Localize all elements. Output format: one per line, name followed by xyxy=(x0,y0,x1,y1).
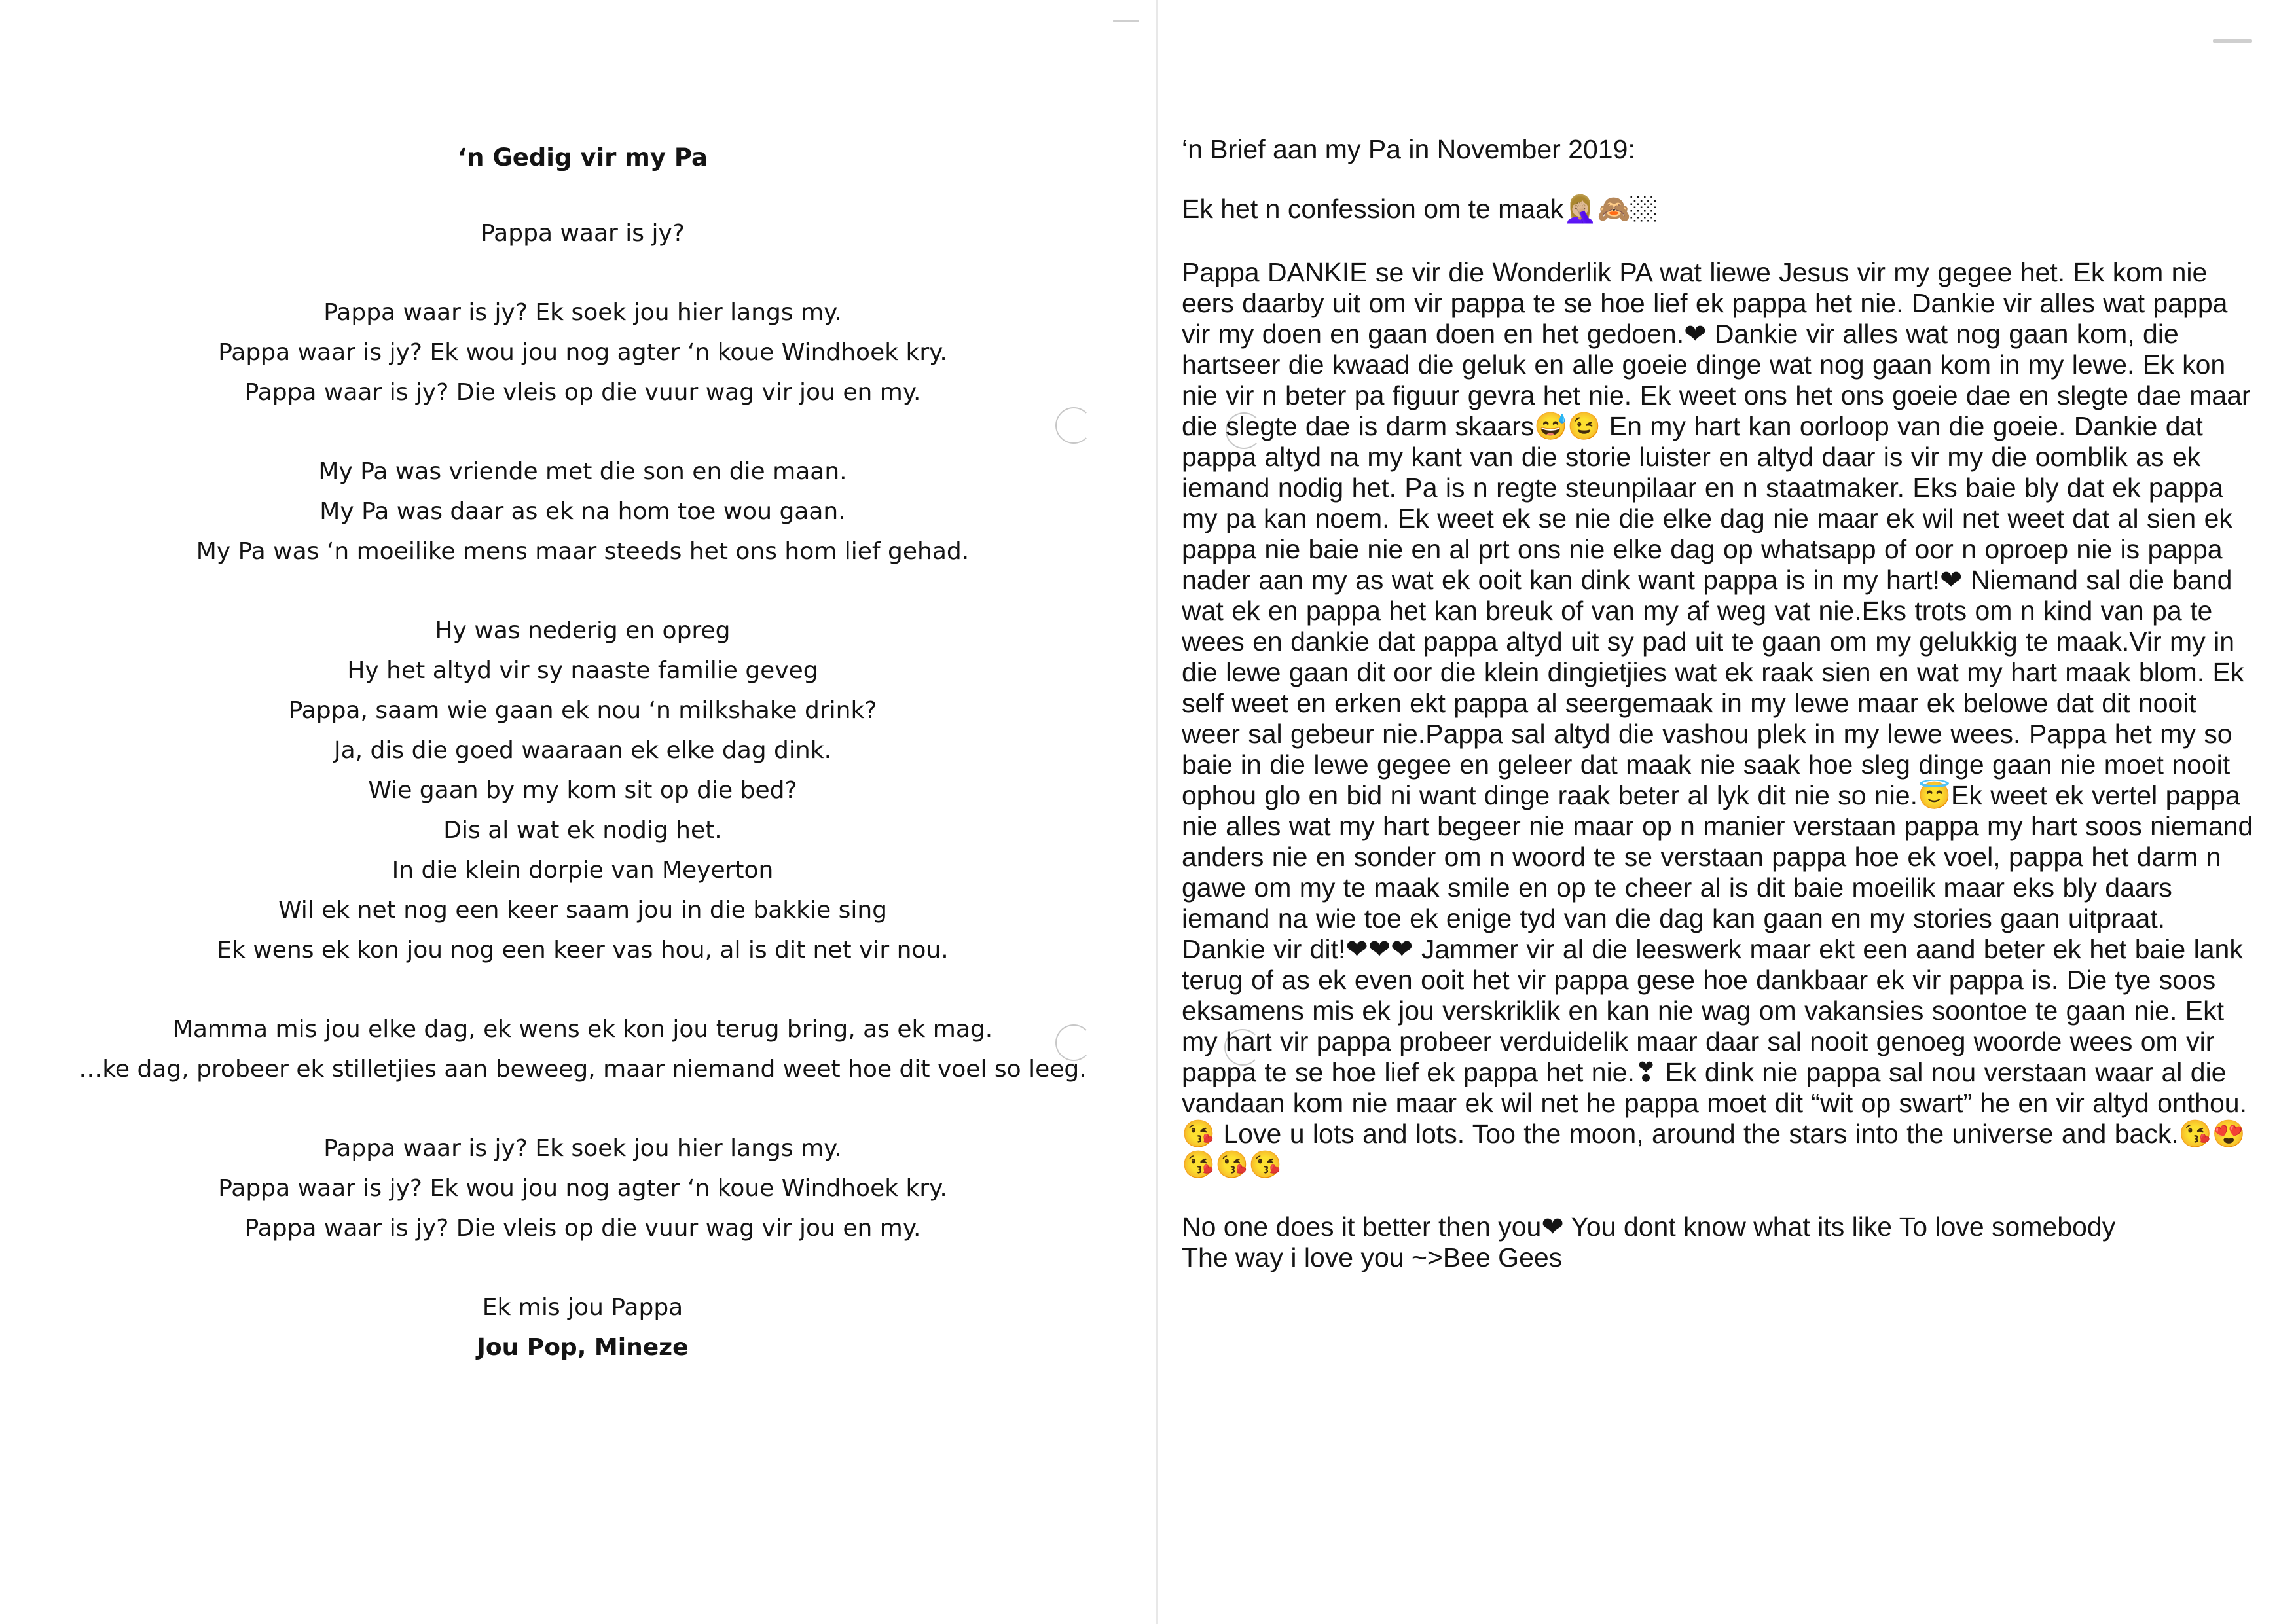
poem xyxy=(26,137,1139,1367)
letter-heading: ‘n Brief aan my Pa in November 2019: xyxy=(1182,134,1635,164)
letter-closing xyxy=(1182,1212,2255,1273)
poem-stanza-1 xyxy=(26,293,1139,412)
poem-line: Ja, dis die goed waaraan ek elke dag dink. xyxy=(333,737,832,764)
poem-line: My Pa was daar as ek na hom toe wou gaan. xyxy=(319,498,846,525)
poem-line: Pappa waar is jy? Ek wou jou nog agter ‘n koue Windhoek kry. xyxy=(218,1175,947,1202)
poem-line: My Pa was ‘n moeilike mens maar steeds het ons hom lief gehad. xyxy=(196,538,970,565)
poem-stanza-5 xyxy=(26,1128,1139,1248)
letter-page xyxy=(1182,134,2255,1273)
poem-line: Pappa waar is jy? Die vleis op die vuur wag vir jou en my. xyxy=(244,1215,921,1242)
letter-body: Pappa DANKIE se vir die Wonderlik PA wat liewe Jesus vir my gegee het. Ek kom nie eers daarby uit om vir pappa te se hoe lief ek pappa het nie. Dankie vir alles wat pappa vir my doen en gaan doen en het gedoen.❤ Dankie vir alles wat nog gaan kom, die hartseer die kwaad die geluk en alle goeie dinge wat nog gaan kom in my lewe. Ek kon nie vir n beter pa figuur gevra het nie. Ek weet ons het ons goeie dae en slegte dae maar die slegte dae is darm skaars😅😉 En my hart kan oorloop van die goeie. Dankie dat pappa altyd na my kant van die storie luister en altyd daar is vir my die oomblik as ek iemand nodig het. Pa is n regte steunpilaar en n staatmaker. Eks baie bly dat ek pappa my pa kan noem. Ek weet ek se nie die elke dag nie maar ek wil net weet dat al sien ek pappa nie baie nie en al prt ons nie elke dag op whatsapp of oor n oproep nie is pappa nader aan my as wat ek ooit kan dink want pappa is in my hart!❤ Niemand sal die band wat ek en pappa het kan breuk of van my af weg vat nie.Eks trots om n kind van pa te wees en dankie dat pappa altyd uit sy pad uit te gaan om my gelukkig te maak.Vir my in die lewe gaan dit oor die klein dingietjies wat ek raak sien en wat my hart maak blom. Ek self weet en erken ekt pappa al seergemaak in my lewe maar ek belowe dat dit nooit weer sal gebeur nie.Pappa sal altyd die vashou plek in my lewe wees. Pappa het my so baie in die lewe gegee en geleer dat maak nie saak hoe sleg dinge gaan nie moet nooit ophou glo en bid ni want dinge raak beter al lyk dit nie so nie.😇Ek weet ek vertel pappa nie alles wat my hart begeer nie maar op n manier verstaan pappa my hart soos niemand anders nie en sonder om n woord te se verstaan pappa hoe ek voel, pappa het darm n gawe om my te maak smile en op te cheer al is dit baie moeilik maar eks bly daars iemand na wie toe ek enige tyd van die dag kan gaan en my stories gaan uitpraat. Dankie vir dit!❤❤❤ Jammer vir al die leeswerk maar ekt een aand beter ek het baie lank terug of as ek even ooit het vir pappa gese hoe dankbaar ek vir pappa is. Die tye soos eksamens mis ek jou verskriklik en kan nie wag om vakansies soontoe te gaan nie. Ekt my hart vir pappa probeer verduidelik maar daar sal nooit genoeg woorde wees om vir pappa te se hoe lief ek pappa het nie.❣ Ek dink nie pappa sal nou verstaan waar al die vandaan kom nie maar ek wil net he pappa moet dit “wit op swart” he en vir altyd onthou.😘 Love u lots and lots. Too the moon, around the stars into the universe and back.😘😍😘😘😘 xyxy=(1182,257,2253,1180)
poem-line: Hy was nederig en opreg xyxy=(435,617,731,644)
poem-title: ‘n Gedig vir my Pa xyxy=(458,143,708,171)
letter-closing-line: The way i love you ~>Bee Gees xyxy=(1182,1242,1563,1272)
poem-line: Pappa waar is jy? Ek wou jou nog agter ‘n koue Windhoek kry. xyxy=(218,339,947,366)
poem-line: My Pa was vriende met die son en die maan. xyxy=(318,458,847,485)
poem-line: Pappa, saam wie gaan ek nou ‘n milkshake drink? xyxy=(288,697,877,724)
poem-stanza-4 xyxy=(26,1009,1139,1089)
page-fold xyxy=(1156,0,1158,1624)
poem-line: Pappa waar is jy? Ek soek jou hier langs my. xyxy=(323,1135,842,1162)
poem-signature: Jou Pop, Mineze xyxy=(477,1334,689,1361)
scan-speck xyxy=(1113,20,1139,22)
poem-line: Ek wens ek kon jou nog een keer vas hou, al is dit net vir nou. xyxy=(217,937,949,964)
poem-line: Pappa waar is jy? Ek soek jou hier langs my. xyxy=(323,299,842,326)
scan-speck xyxy=(2213,39,2252,43)
poem-stanza-3 xyxy=(26,611,1139,970)
poem-opening-line: Pappa waar is jy? xyxy=(481,220,685,247)
poem-line: Pappa waar is jy? Die vleis op die vuur wag vir jou en my. xyxy=(244,379,921,406)
poem-line: Wil ek net nog een keer saam jou in die bakkie sing xyxy=(278,897,888,924)
poem-line: Wie gaan by my kom sit op die bed? xyxy=(368,777,797,804)
poem-line: In die klein dorpie van Meyerton xyxy=(392,857,774,884)
letter-confession: Ek het n confession om te maak🤦🏼‍♀️🙈🏼 xyxy=(1182,194,1658,224)
poem-stanza-2 xyxy=(26,452,1139,571)
poem-line: Mamma mis jou elke dag, ek wens ek kon jou terug bring, as ek mag. xyxy=(172,1016,993,1043)
poem-page xyxy=(26,0,1139,1624)
poem-sign-off: Ek mis jou Pappa xyxy=(482,1294,683,1321)
punch-hole-mark xyxy=(1055,407,1092,444)
poem-line: Dis al wat ek nodig het. xyxy=(443,817,722,844)
poem-line: …ke dag, probeer ek stilletjies aan beweeg, maar niemand weet hoe dit voel so leeg. xyxy=(79,1056,1087,1083)
poem-line: Hy het altyd vir sy naaste familie geveg xyxy=(347,657,818,684)
letter-closing-line: No one does it better then you❤ You dont know what its like To love somebody xyxy=(1182,1212,2116,1242)
punch-hole-mark xyxy=(1055,1024,1092,1061)
